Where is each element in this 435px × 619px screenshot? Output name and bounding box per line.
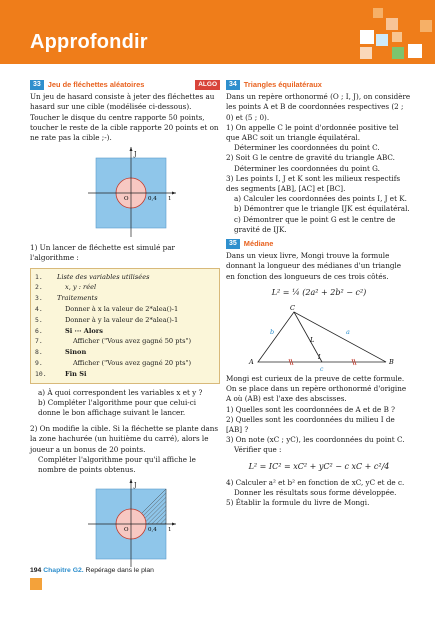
figure-spacer [30,143,220,243]
label-o: O [124,527,129,534]
question-1: 1) Quelles sont les coordonnées de A et de B ? [226,404,395,414]
triangle-figure [246,304,396,374]
paragraph: On se place dans un repère orthonormé d'origine A où (AB) est l'axe des abscisses. [226,384,407,404]
section-title: Approfondir [30,31,148,53]
chapter-title: Repérage dans le plan [85,567,154,574]
label-b-vertex: B [389,358,394,367]
algo-line: 3. Traitements [35,294,98,303]
target-figure-2 [84,477,180,569]
label-a-vertex: A [249,358,254,367]
arrow-icon [130,479,133,483]
algo-line: 4. Donner à x la valeur de 2*alea()-1 [35,305,179,314]
question-2: 2) On modifie la cible. Si la fléchette se plante dans la zone hachurée (un huitième du carré), alors le joueur a un bonus de 20 points. [30,424,219,454]
question-3: 3) Les points I, J et K sont les milieux respectifs des segments [AB], [AC] et [BC]. [226,173,401,194]
right-column [226,80,412,509]
page-number: 194 [30,567,42,574]
label-side-b: b [270,328,275,337]
question-2-task: Déterminer les coordonnées du point G. [234,163,380,173]
algo-line: 2. x, y : réel [35,283,97,292]
question-3-task: Vérifier que : [234,445,282,455]
median-formula: L² = ¼ (2a² + 2b² − c²) [271,287,367,297]
label-one: 1 [168,527,172,534]
question-1-task: Déterminer les coordonnées du point C. [234,143,380,153]
decor-square [408,44,422,58]
label-c-vertex: C [290,304,295,313]
decor-square [373,8,383,18]
question-4-task: Donner les résultats sous forme développée. [234,488,397,498]
question-2: 2) Quelles sont les coordonnées du milieu I de [AB] ? [226,414,395,435]
exercise-intro: Un jeu de hasard consiste à jeter des fléchettes au hasard sur une cible (modélisée ci-dessous). Toucher le disque du centre rapporte 50 points, toucher le reste de la cible rapporte 20 points et on ne rate pas la cible ;-). [30,92,219,143]
algo-line: 9. Afficher ("Vous avez gagné 20 pts") [35,359,192,367]
decor-square [376,34,388,46]
question-2: 2) Soit G le centre de gravité du triangle ABC. [226,153,395,163]
paragraph: Mongi est curieux de la preuve de cette formule. [226,374,405,384]
arrow-icon [172,192,176,195]
decor-square [360,30,374,44]
figure-spacer [30,475,220,569]
decor-square [360,47,372,59]
decor-square [420,20,432,32]
label-o: O [124,196,129,203]
exercise-number: 33 [30,80,44,90]
decor-square [386,18,398,30]
algorithm-box [30,268,220,384]
question-1: 1) On appelle C le point d'ordonnée positive tel que ABC soit un triangle équilatéral. [226,122,399,143]
decor-square [392,32,402,42]
exercise-title: Jeu de fléchettes aléatoires [47,80,145,89]
label-j: J [134,482,137,490]
target-figure-1 [84,145,180,239]
question-3c: c) Démontrer que le point G est le centre de gravité de IJK. [234,214,396,234]
label-side-a: a [346,328,350,337]
page-footer [30,567,154,574]
label-half: 0,4 [148,527,157,534]
distance-formula: L² = IC² = xC² + yC² − c xC + c²/4 [248,461,390,471]
exercise-title: Triangles équilatéraux [243,80,322,89]
chapter-header-band [0,0,435,64]
exercise-title: Médiane [243,239,274,249]
figure-spacer [226,304,412,374]
algo-line: 7. Afficher ("Vous avez gagné 50 pts") [35,337,192,346]
left-column [30,80,220,569]
exercise-34-heading [226,80,412,90]
arrow-icon [172,523,176,526]
exercise-33-heading [30,80,220,90]
algo-line: 6. Si ··· Alors [35,326,103,335]
exercise-number: 35 [226,239,240,249]
arrow-icon [130,147,133,151]
algo-badge: ALGO [195,80,220,90]
question-5: 5) Établir la formule du livre de Mongi. [226,498,370,508]
chapter-label: Chapitre G2. [43,567,84,574]
label-half: 0,4 [148,196,157,203]
triangle-abc [258,312,386,362]
label-side-c: c [320,366,324,374]
label-midpoint-i: I [318,354,321,362]
question-3b: b) Démontrer que le triangle IJK est équilatéral. [234,204,410,214]
question-3: 3) On note (xC ; yC), les coordonnées du point C. [226,435,405,445]
question-1a: a) À quoi correspondent les variables x et y ? [38,387,203,397]
label-one: 1 [168,196,172,203]
question-1b: b) Compléter l'algorithme pour que celui-ci donne le bon affichage suivant le lancer. [38,397,197,417]
exercise-intro: Dans un vieux livre, Mongi trouve la formule donnant la longueur des médianes d'un triangle en fonction des longueurs de ces trois côtés. [226,251,401,281]
exercise-35-heading [226,239,412,249]
label-median-l: L [310,336,315,345]
exercise-intro: Dans un repère orthonormé (O ; I, J), on considère les points A et B de coordonnées respectives (2 ; 0) et (5 ; 0). [226,92,411,122]
decor-square [392,47,404,59]
footer-tab [30,578,42,590]
algo-line: 8. Sinon [35,348,87,357]
algo-line: 5. Donner à y la valeur de 2*alea()-1 [35,315,179,324]
exercise-number: 34 [226,80,240,90]
label-j: J [134,151,137,159]
question-3a: a) Calculer les coordonnées des points I, J et K. [234,194,407,204]
algo-line: 10. Fin Si [35,369,87,378]
algo-line: 1. Liste des variables utilisées [35,272,150,281]
question-2-task: Compléter l'algorithme pour qu'il affiche le nombre de points obtenus. [38,454,196,475]
question-1: 1) Un lancer de fléchette est simulé par l'algorithme : [30,243,175,263]
question-4: 4) Calculer a² et b² en fonction de xC, yC et de c. [226,477,405,487]
